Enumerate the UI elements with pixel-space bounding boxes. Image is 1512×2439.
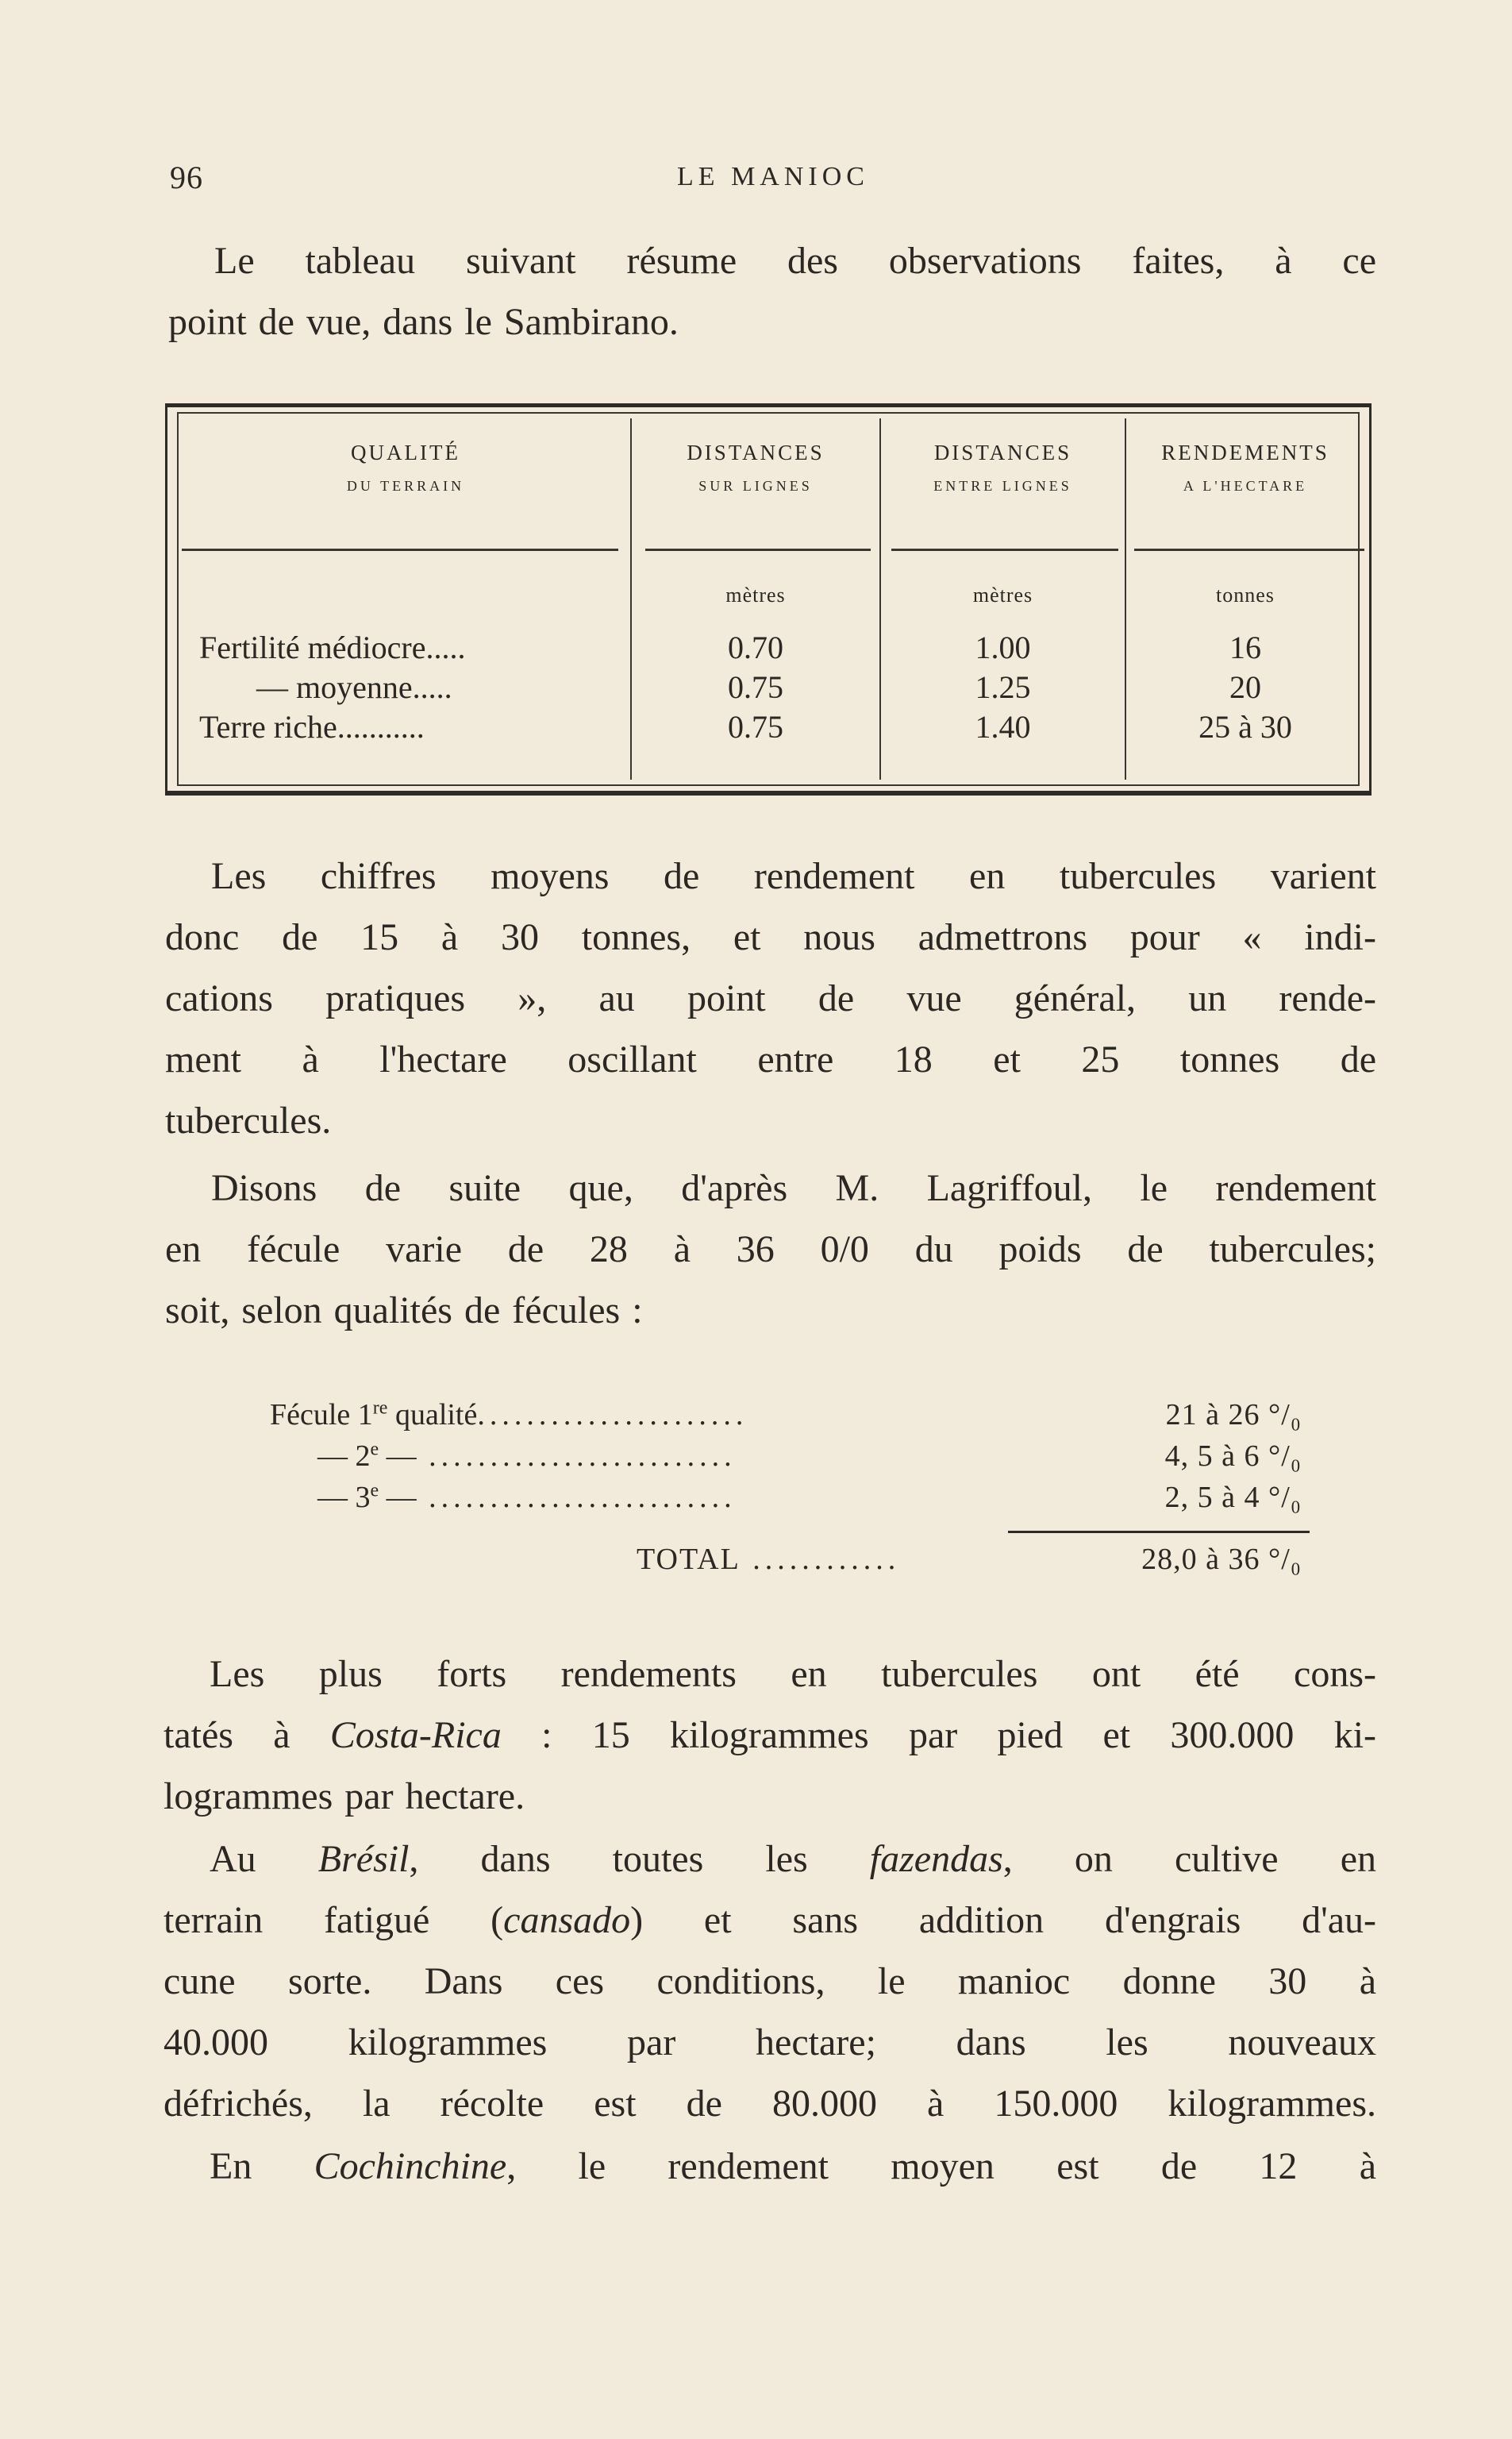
text-line: Le tableau suivant résume des observations faites, à ce	[214, 240, 1376, 282]
header-rule	[1134, 549, 1364, 551]
total-row	[270, 1542, 1302, 1582]
header-rule	[645, 549, 871, 551]
fecule-label: — 2e — .........................	[317, 1439, 737, 1473]
text-line: en fécule varie de 28 à 36 0/0 du poids de tubercules;	[165, 1228, 1376, 1270]
running-head	[170, 159, 1376, 206]
text-line: Au Brésil, dans toutes les fazendas, on cultive en	[210, 1838, 1376, 1880]
text-line: donc de 15 à 30 tonnes, et nous admettrons pour « indi-	[165, 916, 1376, 958]
table-cell: 0.70	[728, 630, 783, 665]
fecule-value: 2, 5 à 4 °/₀	[1164, 1481, 1302, 1514]
text-line: 40.000 kilogrammes par hectare; dans les nouveaux	[164, 2021, 1376, 2063]
fecule-value: 4, 5 à 6 °/₀	[1164, 1439, 1302, 1473]
fecule-value: 21 à 26 °/₀	[1165, 1398, 1302, 1431]
column-header-entre-lignes	[881, 441, 1125, 495]
paragraph-bresil	[164, 1828, 1376, 2134]
header-rule	[891, 549, 1118, 551]
column-subtitle: DU TERRAIN	[346, 478, 465, 494]
column-title: DISTANCES	[933, 441, 1072, 464]
unit-label: tonnes	[1216, 584, 1275, 607]
table-cell: 0.75	[728, 709, 783, 745]
intro-paragraph	[168, 230, 1376, 353]
running-title: LE MANIOC	[677, 162, 869, 191]
text-line: défrichés, la récolte est de 80.000 à 150.000 kilogrammes.	[164, 2083, 1376, 2125]
text-line: soit, selon qualités de fécules :	[165, 1289, 643, 1331]
column-title: RENDEMENTS	[1161, 441, 1329, 464]
total-label: TOTAL ............	[637, 1543, 901, 1576]
table-cell: 25 à 30	[1198, 709, 1292, 745]
total-value: 28,0 à 36 °/₀	[1141, 1543, 1302, 1576]
paragraph-cochinchine	[164, 2136, 1376, 2197]
page-number: 96	[170, 160, 203, 195]
table-cell: 20	[1229, 669, 1261, 705]
column-subtitle: ENTRE LIGNES	[933, 478, 1072, 494]
text-line: En Cochinchine, le rendement moyen est de 12 à	[210, 2145, 1376, 2187]
list-item	[270, 1439, 1302, 1478]
column-header-rendements	[1126, 441, 1364, 495]
text-line: tatés à Costa-Rica : 15 kilogrammes par pied et 300.000 ki-	[164, 1714, 1377, 1756]
fecule-list	[270, 1397, 1302, 1588]
text-line: point de vue, dans le Sambirano.	[168, 301, 679, 343]
list-item	[270, 1397, 1302, 1437]
header-rule	[182, 549, 618, 551]
unit-label: mètres	[972, 584, 1033, 607]
text-line: cations pratiques », au point de vue général, un rende-	[165, 977, 1376, 1019]
unit-label: mètres	[725, 584, 786, 607]
fecule-label: Fécule 1re qualité......................	[270, 1397, 748, 1431]
column-title: QUALITÉ	[351, 441, 460, 464]
column-subtitle: SUR LIGNES	[698, 478, 813, 494]
text-line: cune sorte. Dans ces conditions, le manioc donne 30 à	[164, 1960, 1376, 2002]
text-line: ment à l'hectare oscillant entre 18 et 25 tonnes de	[165, 1038, 1376, 1081]
column-subtitle: A L'HECTARE	[1183, 478, 1308, 494]
paragraph-lagriffoul	[165, 1158, 1376, 1341]
fecule-label: — 3e — .........................	[317, 1480, 737, 1514]
yield-table	[165, 403, 1372, 796]
table-cell-quality: Fertilité médiocre.....	[199, 630, 466, 665]
sum-rule	[1008, 1531, 1310, 1533]
table-cell: 1.40	[975, 709, 1031, 745]
table-cell: 1.25	[975, 669, 1031, 705]
list-item	[270, 1480, 1302, 1520]
table-cell: 0.75	[728, 669, 783, 705]
text-line: Les plus forts rendements en tubercules ont été cons-	[210, 1653, 1376, 1695]
text-line: terrain fatigué (cansado) et sans addition d'engrais d'au-	[164, 1899, 1377, 1941]
table-cell-quality: Terre riche...........	[199, 709, 425, 745]
paragraph-costa-rica	[164, 1643, 1376, 1827]
column-title: DISTANCES	[687, 441, 825, 464]
paragraph-chiffres-moyens	[165, 846, 1376, 1151]
table-cell-quality: — moyenne.....	[256, 669, 452, 705]
table-cell: 1.00	[975, 630, 1031, 665]
text-line: tubercules.	[165, 1100, 332, 1142]
column-header-quality	[183, 441, 628, 495]
text-line: logrammes par hectare.	[164, 1775, 525, 1817]
text-line: Disons de suite que, d'après M. Lagriffoul, le rendement	[211, 1167, 1376, 1209]
table-cell: 16	[1229, 630, 1261, 665]
column-header-sur-lignes	[632, 441, 879, 495]
text-line: Les chiffres moyens de rendement en tubercules varient	[211, 855, 1376, 897]
